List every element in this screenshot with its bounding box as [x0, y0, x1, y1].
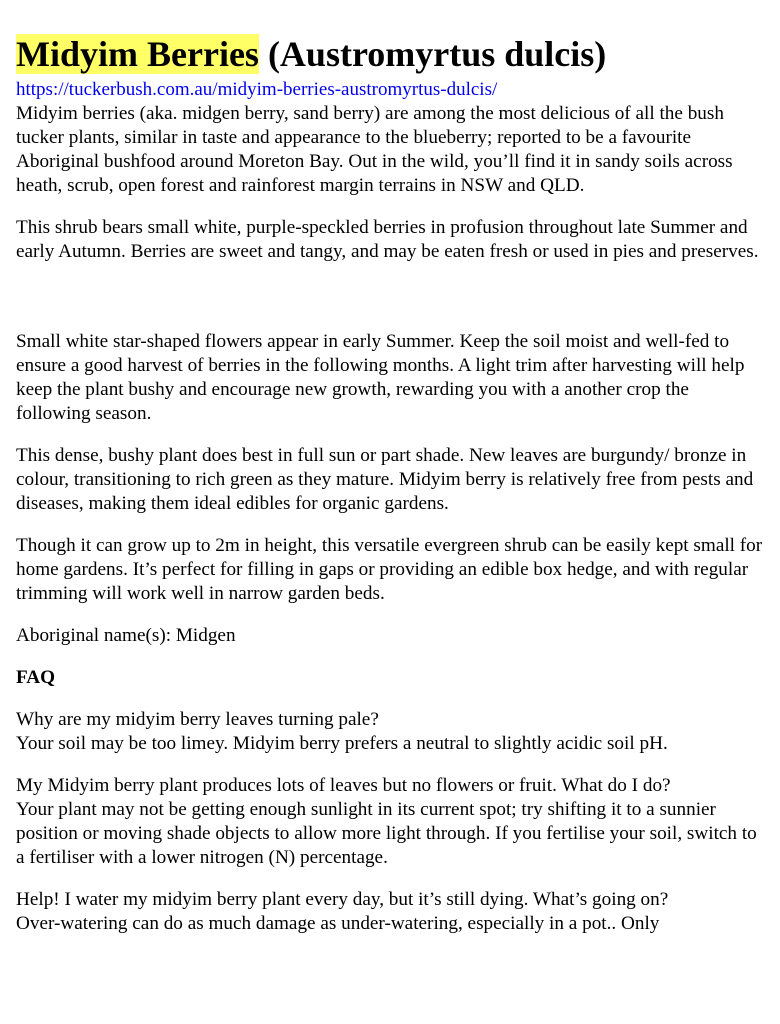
- page-title: [16, 30, 764, 78]
- faq-question: Help! I water my midyim berry plant every day, but it’s still dying. What’s going on?: [16, 889, 669, 910]
- title-rest: (Austromyrtus dulcis): [258, 34, 607, 74]
- faq-answer: Your soil may be too limey. Midyim berry prefers a neutral to slightly acidic soil pH.: [16, 733, 668, 754]
- size-paragraph: Though it can grow up to 2m in height, this versatile evergreen shrub can be easily kept small for home gardens. It’s perfect for filling in gaps or providing an edible box hedge, and with regular trimming will work well in narrow garden beds.: [16, 535, 763, 604]
- intro-paragraph: Midyim berries (aka. midgen berry, sand berry) are among the most delicious of all the bush tucker plants, similar in taste and appearance to the blueberry; reported to be a favourite Aboriginal bushfood around Moreton Bay. Out in the wild, you’ll find it in sandy soils across heath, scrub, open forest and rainforest margin terrains in NSW and QLD.: [16, 103, 733, 196]
- source-link[interactable]: https://tuckerbush.com.au/midyim-berries-austromyrtus-dulcis/: [16, 79, 498, 100]
- faq-item: [16, 774, 764, 870]
- faq-question: My Midyim berry plant produces lots of leaves but no flowers or fruit. What do I do?: [16, 775, 671, 796]
- berries-paragraph: This shrub bears small white, purple-speckled berries in profusion throughout late Summer and early Autumn. Berries are sweet and tangy, and may be eaten fresh or used in pies and preserves.: [16, 217, 759, 262]
- flowers-paragraph: Small white star-shaped flowers appear in early Summer. Keep the soil moist and well-fed to ensure a good harvest of berries in the following months. A light trim after harvesting will help keep the plant bushy and encourage new growth, rewarding you with a another crop the following season.: [16, 331, 745, 424]
- faq-answer: Your plant may not be getting enough sunlight in its current spot; try shifting it to a sunnier position or moving shade objects to allow more light through. If you fertilise your soil, switch to a fertiliser with a lower nitrogen (N) percentage.: [16, 799, 757, 868]
- faq-heading: FAQ: [16, 667, 56, 688]
- growth-paragraph: This dense, bushy plant does best in full sun or part shade. New leaves are burgundy/ bronze in colour, transitioning to rich green as they mature. Midyim berry is relatively free from pests and diseases, making them ideal edibles for organic gardens.: [16, 445, 754, 514]
- faq-question: Why are my midyim berry leaves turning pale?: [16, 709, 379, 730]
- faq-answer: Over-watering can do as much damage as under-watering, especially in a pot.. Only: [16, 913, 660, 934]
- title-highlight: Midyim Berries: [16, 34, 259, 74]
- faq-item: [16, 888, 764, 936]
- article: [16, 30, 764, 936]
- faq-item: [16, 708, 764, 756]
- aboriginal-name: Aboriginal name(s): Midgen: [16, 625, 236, 646]
